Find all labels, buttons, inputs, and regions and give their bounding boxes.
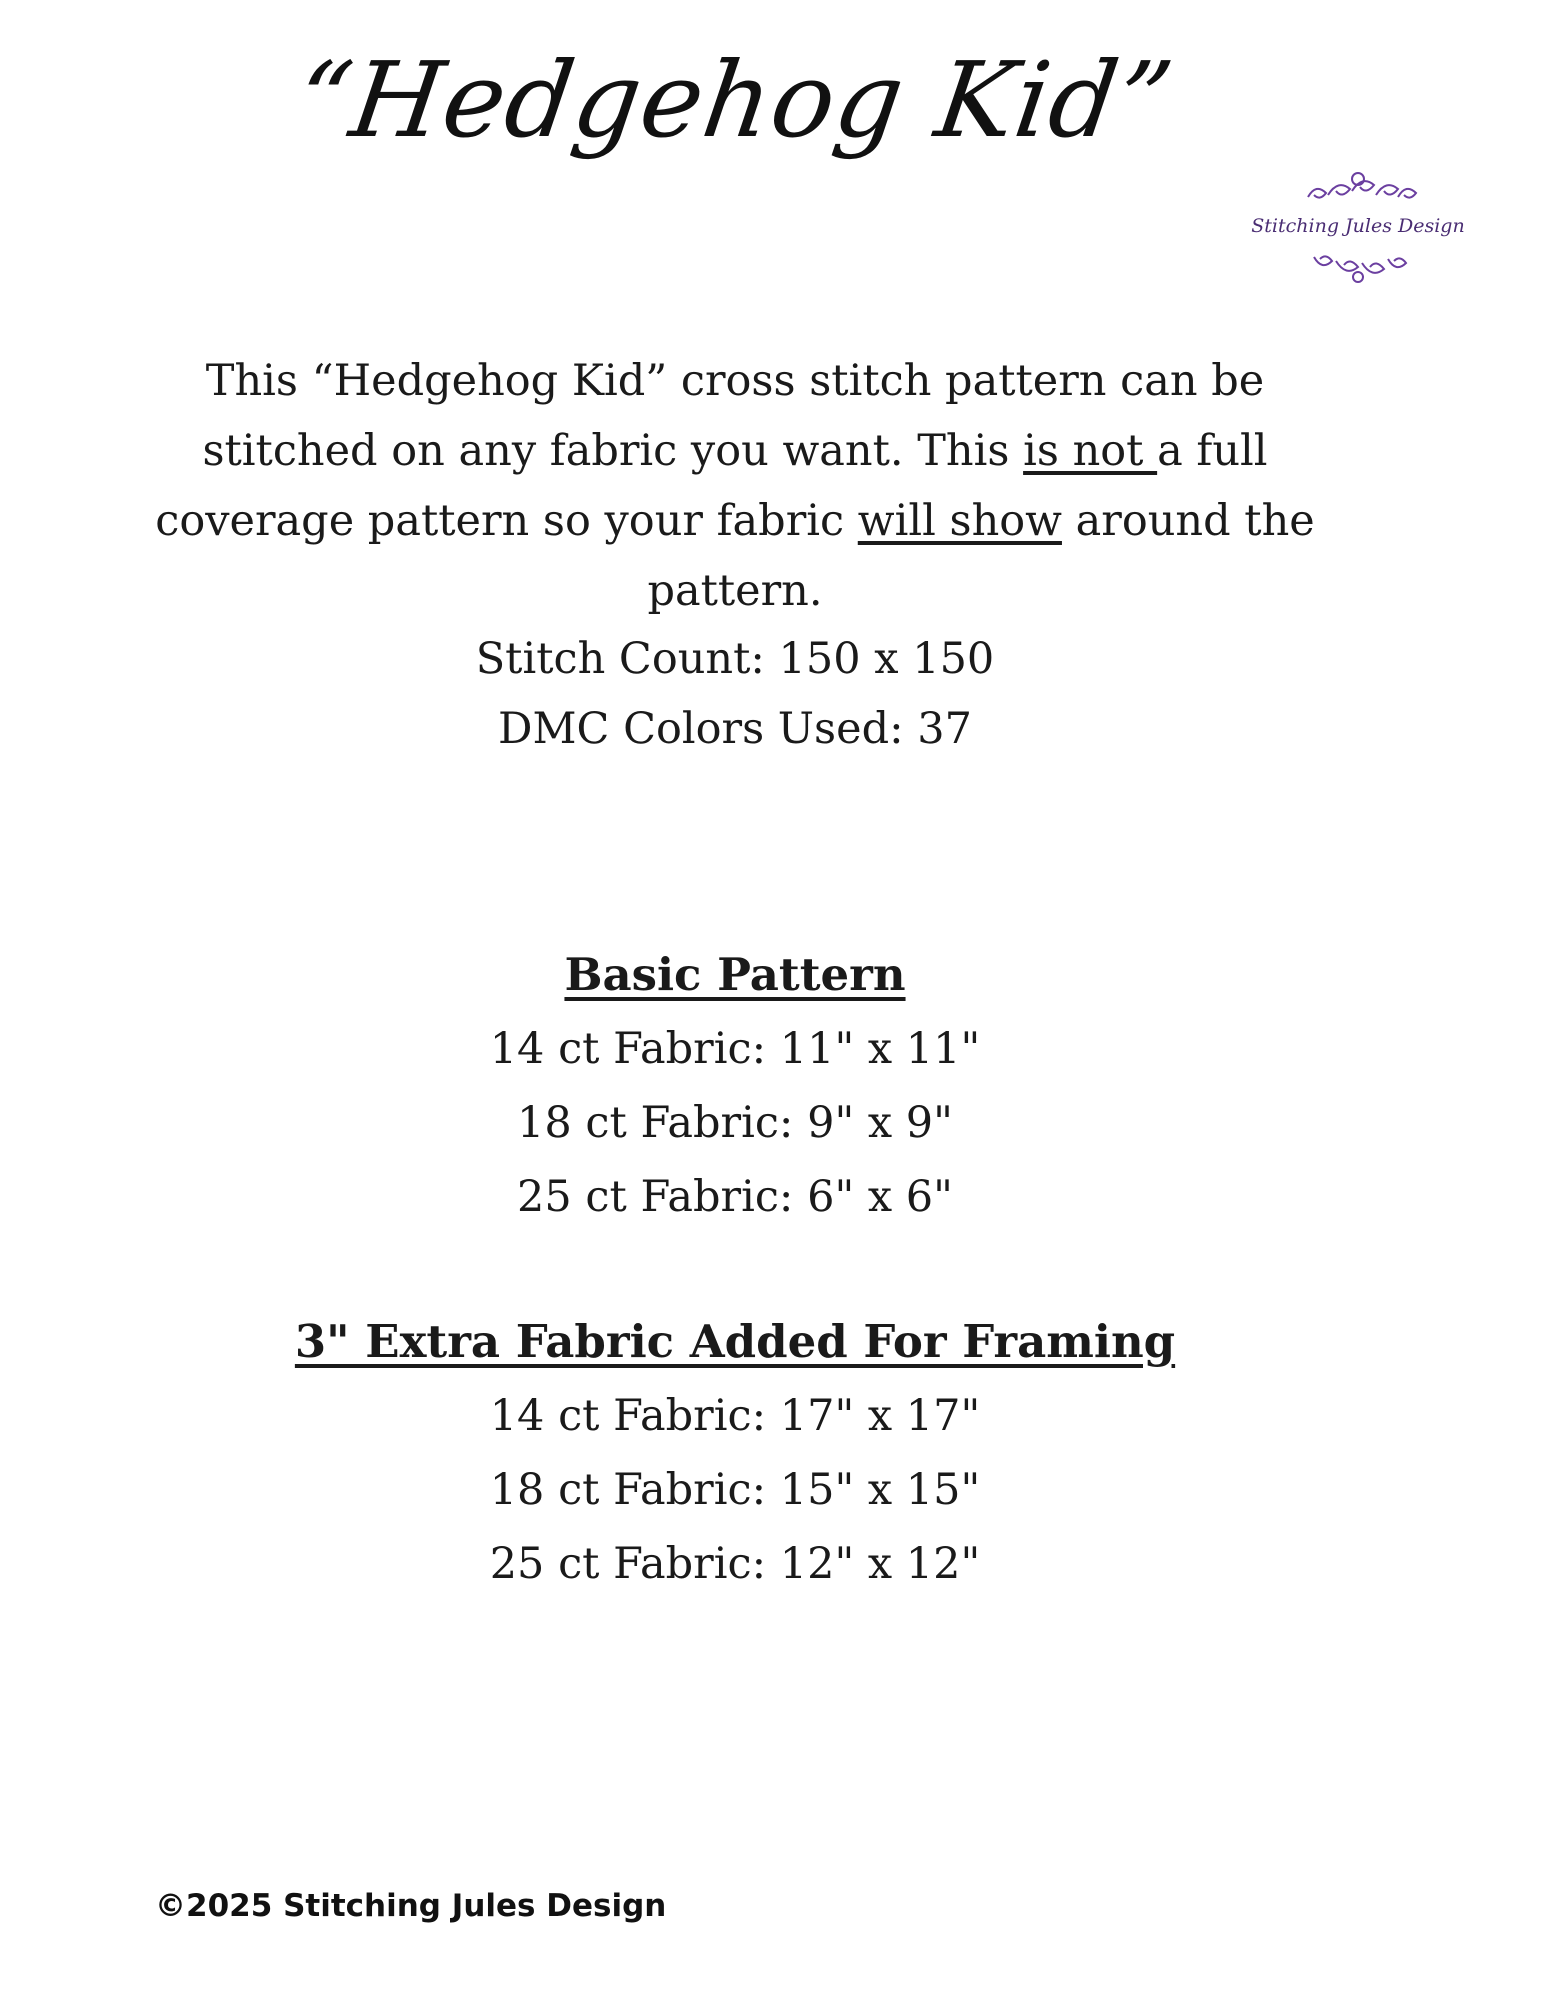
intro-text: around the pattern. bbox=[647, 496, 1315, 616]
basic-pattern-heading: Basic Pattern bbox=[564, 948, 906, 1001]
page-title: “Hedgehog Kid” bbox=[289, 39, 1181, 161]
intro-emphasis-not: is not bbox=[1023, 426, 1158, 476]
extra-fabric-section bbox=[0, 1305, 1470, 1601]
copyright-footer: ©2025 Stitching Jules Design bbox=[155, 1888, 667, 1924]
fabric-size-row: 25 ct Fabric: 6" x 6" bbox=[517, 1172, 953, 1222]
fabric-size-row: 14 ct Fabric: 17" x 17" bbox=[489, 1391, 981, 1441]
logo-text: Stitching Jules Design bbox=[1251, 215, 1465, 237]
extra-fabric-heading: 3" Extra Fabric Added For Framing bbox=[294, 1315, 1176, 1368]
intro-text: This “Hedgehog Kid” cross stitch pattern can be stitched on any fabric you want. This bbox=[202, 356, 1265, 476]
stitch-count: Stitch Count: 150 x 150 bbox=[475, 634, 995, 684]
dmc-colors: DMC Colors Used: 37 bbox=[498, 704, 972, 754]
pattern-stats bbox=[0, 624, 1470, 764]
intro-text: a full coverage pattern so your fabric bbox=[155, 426, 1268, 546]
fabric-size-row: 14 ct Fabric: 11" x 11" bbox=[489, 1024, 981, 1074]
intro-emphasis-show: will show bbox=[857, 496, 1062, 546]
fabric-size-row: 18 ct Fabric: 9" x 9" bbox=[517, 1098, 953, 1148]
brand-logo bbox=[1248, 165, 1468, 290]
fabric-size-row: 25 ct Fabric: 12" x 12" bbox=[489, 1539, 981, 1589]
basic-pattern-section bbox=[0, 938, 1470, 1234]
intro-paragraph bbox=[120, 346, 1350, 626]
fabric-size-row: 18 ct Fabric: 15" x 15" bbox=[489, 1465, 981, 1515]
